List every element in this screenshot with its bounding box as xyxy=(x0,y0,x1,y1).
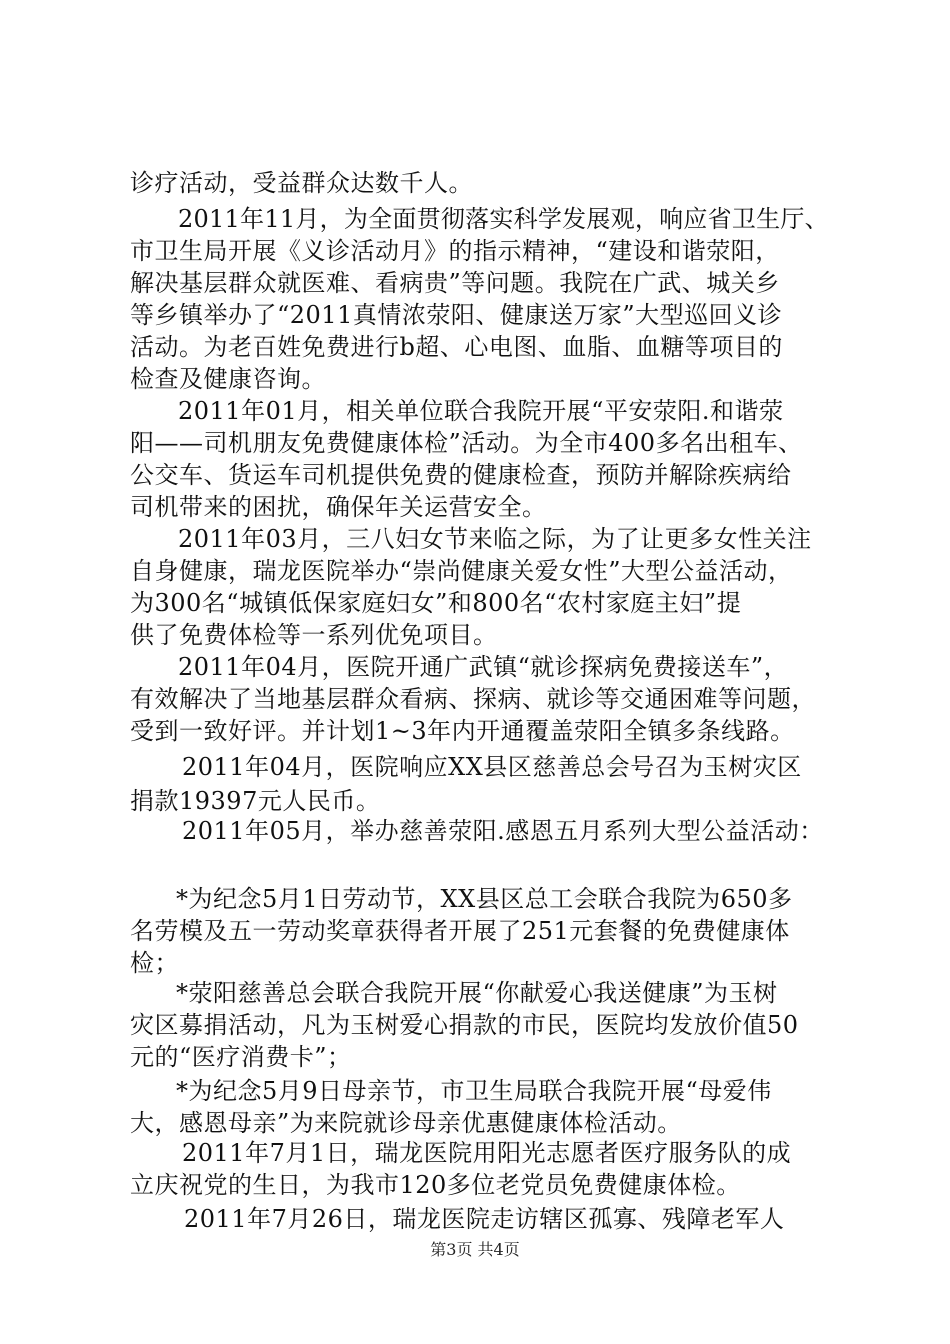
text-line: 名劳模及五一劳动奖章获得者开展了251元套餐的免费健康体 xyxy=(130,917,790,945)
text-line: 2011年04月，医院开通广武镇“就诊探病免费接送车”， xyxy=(178,653,789,681)
text-line: 捐款19397元人民币。 xyxy=(130,787,381,815)
text-line: 2011年03月，三八妇女节来临之际，为了让更多女性关注 xyxy=(178,525,812,553)
text-line: 等乡镇举办了“2011真情浓荥阳、健康送万家”大型巡回义诊 xyxy=(130,301,783,329)
text-line: 受到一致好评。并计划1~3年内开通覆盖荥阳全镇多条线路。 xyxy=(130,717,795,745)
text-line: *为纪念5月9日母亲节，市卫生局联合我院开展“母爱伟 xyxy=(176,1077,772,1105)
text-line: 市卫生局开展《义诊活动月》的指示精神，“建设和谐荥阳， xyxy=(130,237,780,265)
text-line: 立庆祝党的生日，为我市120多位老党员免费健康体检。 xyxy=(130,1171,741,1199)
text-line: 2011年04月，医院响应XX县区慈善总会号召为玉树灾区 xyxy=(182,753,802,781)
text-line: 2011年11月，为全面贯彻落实科学发展观，响应省卫生厅、 xyxy=(178,205,829,233)
text-line: 元的“医疗消费卡”； xyxy=(130,1043,352,1071)
text-line: 活动。为老百姓免费进行b超、心电图、血脂、血糖等项目的 xyxy=(130,333,783,361)
text-line: 阳——司机朋友免费健康体检”活动。为全市400多名出租车、 xyxy=(130,429,803,457)
text-line: 大，感恩母亲”为来院就诊母亲优惠健康体检活动。 xyxy=(130,1109,682,1137)
text-line: *荥阳慈善总会联合我院开展“你献爱心我送健康”为玉树 xyxy=(176,979,778,1007)
text-line: 有效解决了当地基层群众看病、探病、就诊等交通困难等问题， xyxy=(130,685,816,713)
text-line: 2011年7月1日，瑞龙医院用阳光志愿者医疗服务队的成 xyxy=(182,1139,792,1167)
text-line: 2011年7月26日，瑞龙医院走访辖区孤寡、残障老军人 xyxy=(184,1205,785,1233)
page-footer: 第3页 共4页 xyxy=(430,1240,520,1259)
text-line: 2011年05月，举办慈善荥阳.感恩五月系列大型公益活动： xyxy=(182,817,824,845)
text-line: 供了免费体检等一系列优免项目。 xyxy=(130,621,498,649)
text-line: 自身健康，瑞龙医院举办“崇尚健康关爱女性”大型公益活动， xyxy=(130,557,793,585)
text-line: 检； xyxy=(130,949,179,977)
text-line: 诊疗活动，受益群众达数千人。 xyxy=(130,169,473,197)
text-line: 解决基层群众就医难、看病贵”等问题。我院在广武、城关乡 xyxy=(130,269,780,297)
text-line: *为纪念5月1日劳动节，XX县区总工会联合我院为650多 xyxy=(176,885,793,913)
text-line: 司机带来的困扰，确保年关运营安全。 xyxy=(130,493,547,521)
text-line: 检查及健康咨询。 xyxy=(130,365,326,393)
text-line: 2011年01月，相关单位联合我院开展“平安荥阳.和谐荥 xyxy=(178,397,784,425)
text-line: 公交车、货运车司机提供免费的健康检查，预防并解除疾病给 xyxy=(130,461,792,489)
text-line: 灾区募捐活动，凡为玉树爱心捐款的市民，医院均发放价值50 xyxy=(130,1011,799,1039)
text-line: 为300名“城镇低保家庭妇女”和800名“农村家庭主妇”提 xyxy=(130,589,742,617)
